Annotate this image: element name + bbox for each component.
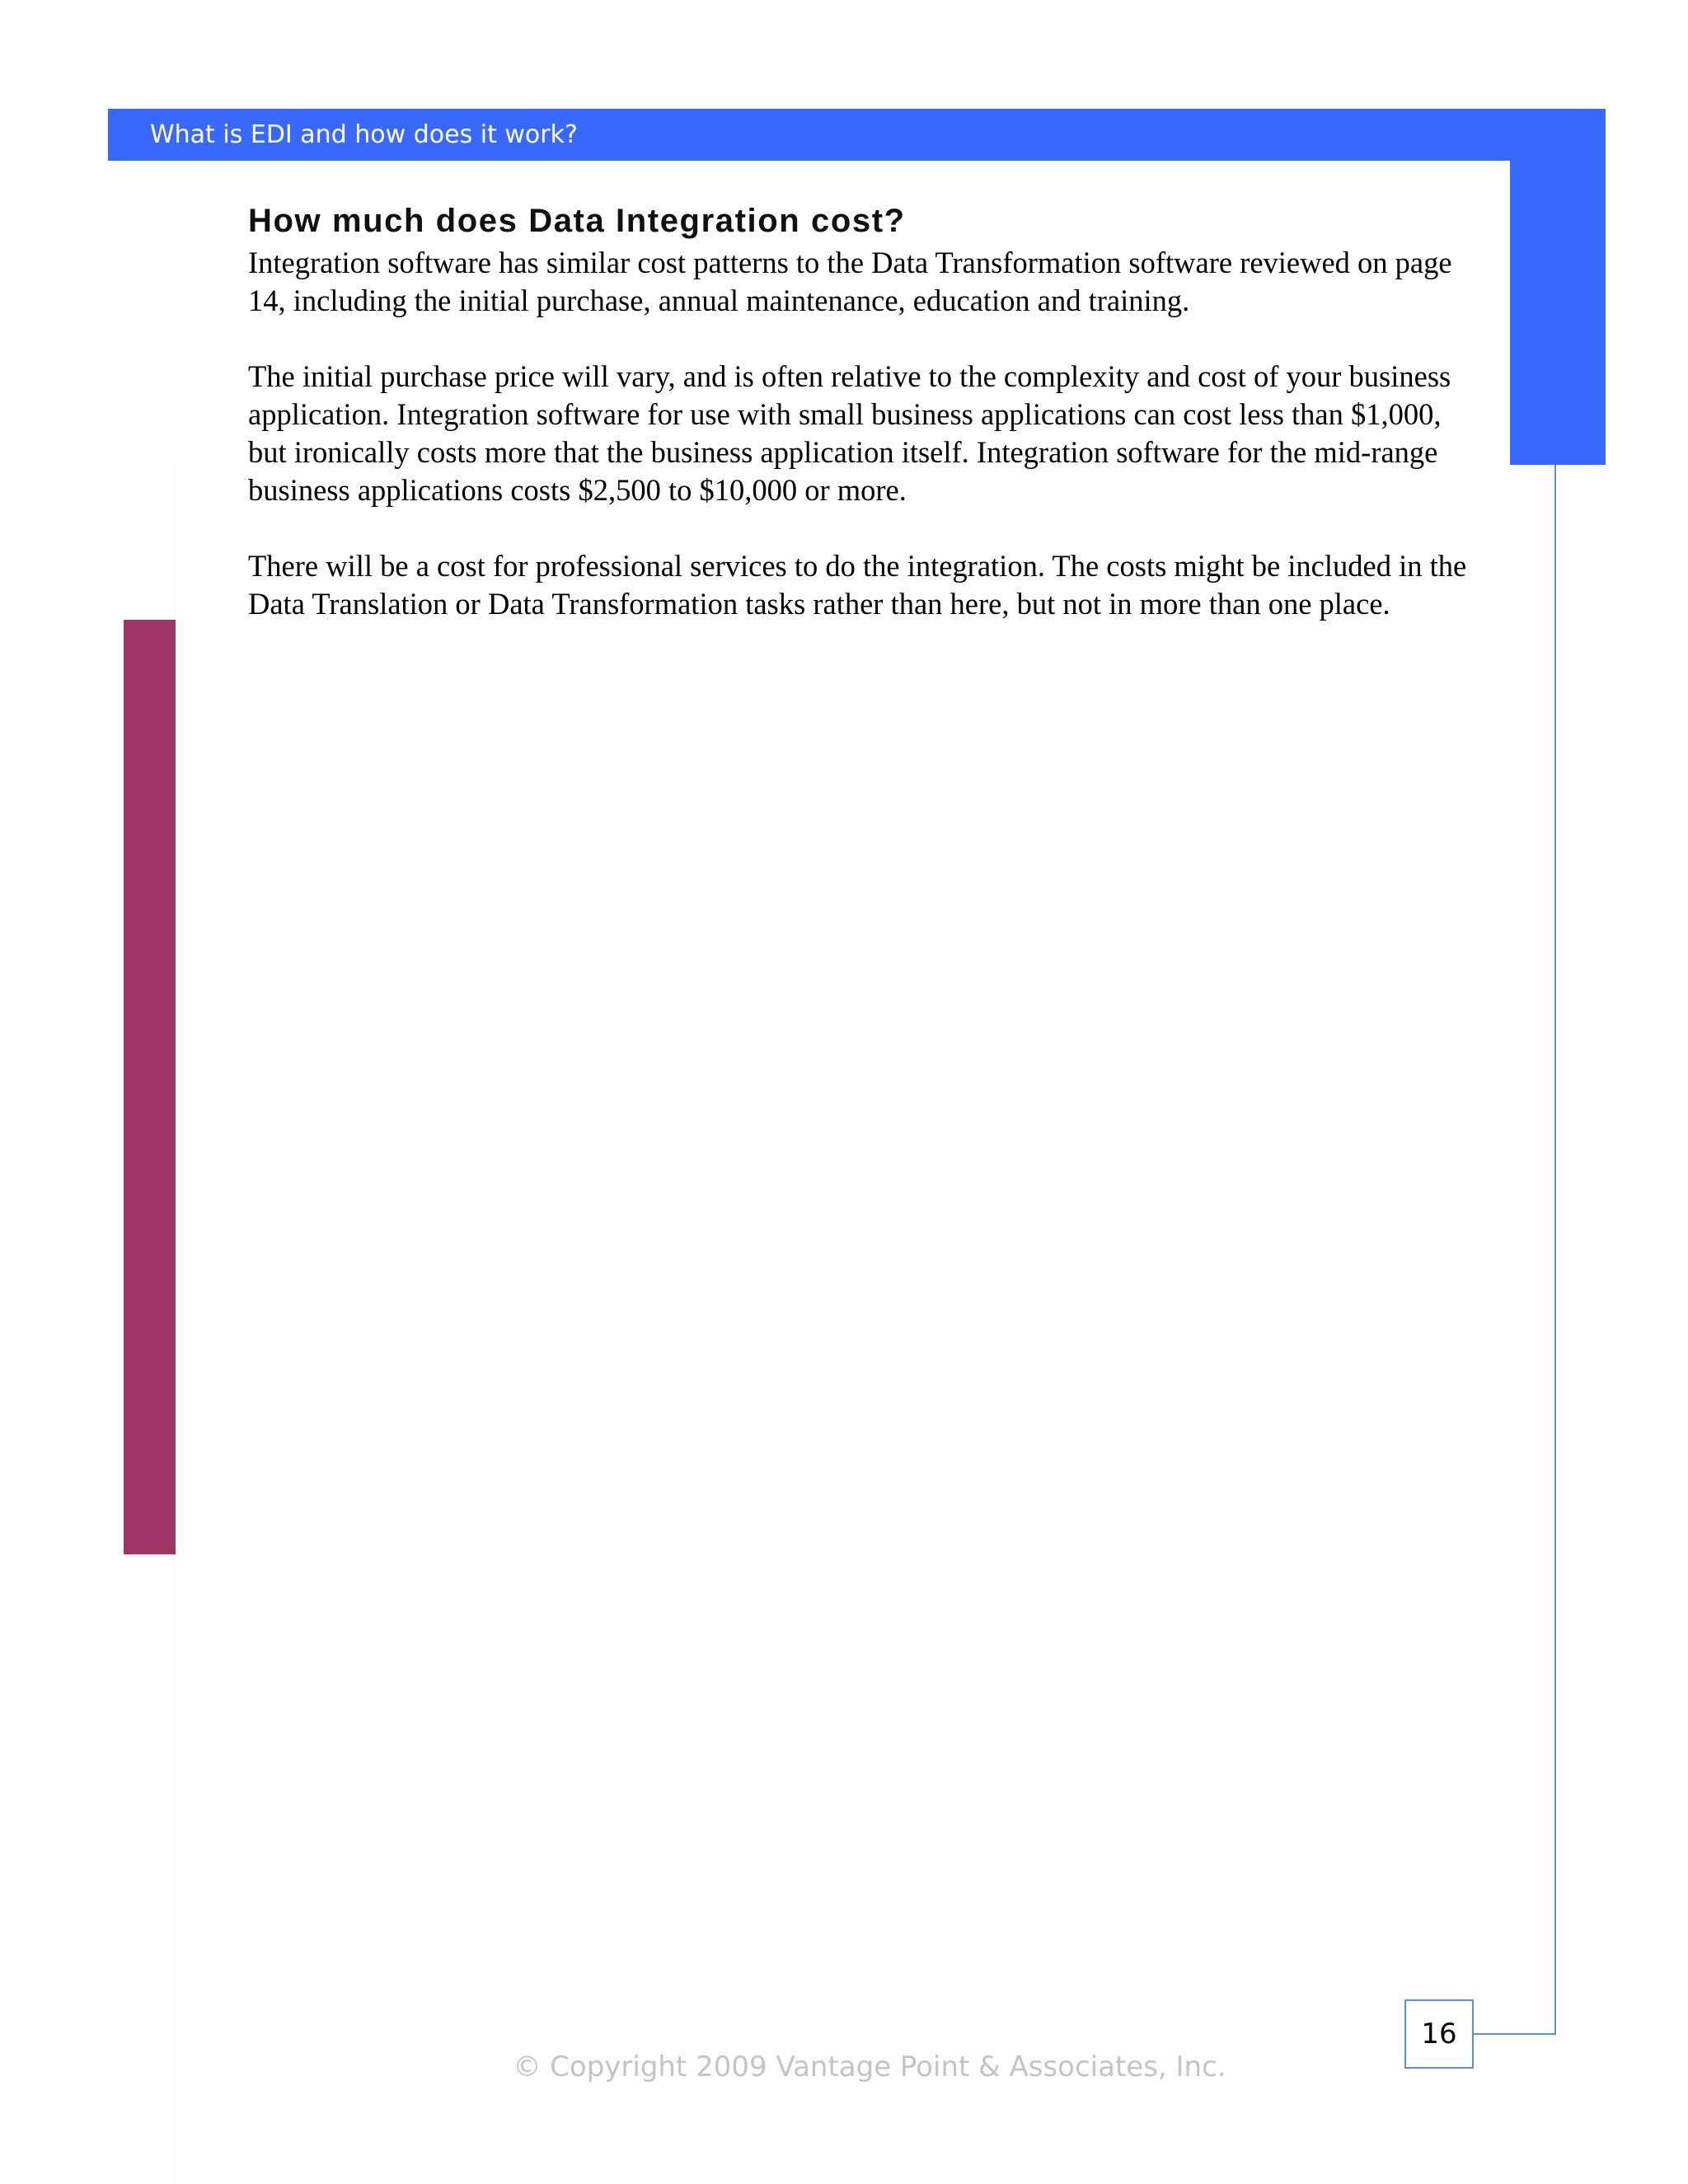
copyright-notice: © Copyright 2009 Vantage Point & Associates, Inc. [513,2050,1226,2083]
article-paragraph-3: There will be a cost for professional services to do the integration. The costs might be included in the Data Translation or Data Transformation tasks rather than here, but not in more than one place. [248,549,1467,621]
article-heading: How much does Data Integration cost? [248,203,906,239]
article-paragraph-1: Integration software has similar cost patterns to the Data Transformation software reviewed on page 14, including the initial purchase, annual maintenance, education and training. [248,246,1452,317]
page-number: 16 [1404,1999,1474,2069]
article-paragraph-2: The initial purchase price will vary, and is often relative to the complexity and cost of your business application. Integration software for use with small business applications can cost less than $1,000, but ironically costs more that the business application itself. Integration software for the mid-range business applications costs $2,500 to $10,000 or more. [248,359,1451,507]
section-title: What is EDI and how does it work? [150,120,578,149]
